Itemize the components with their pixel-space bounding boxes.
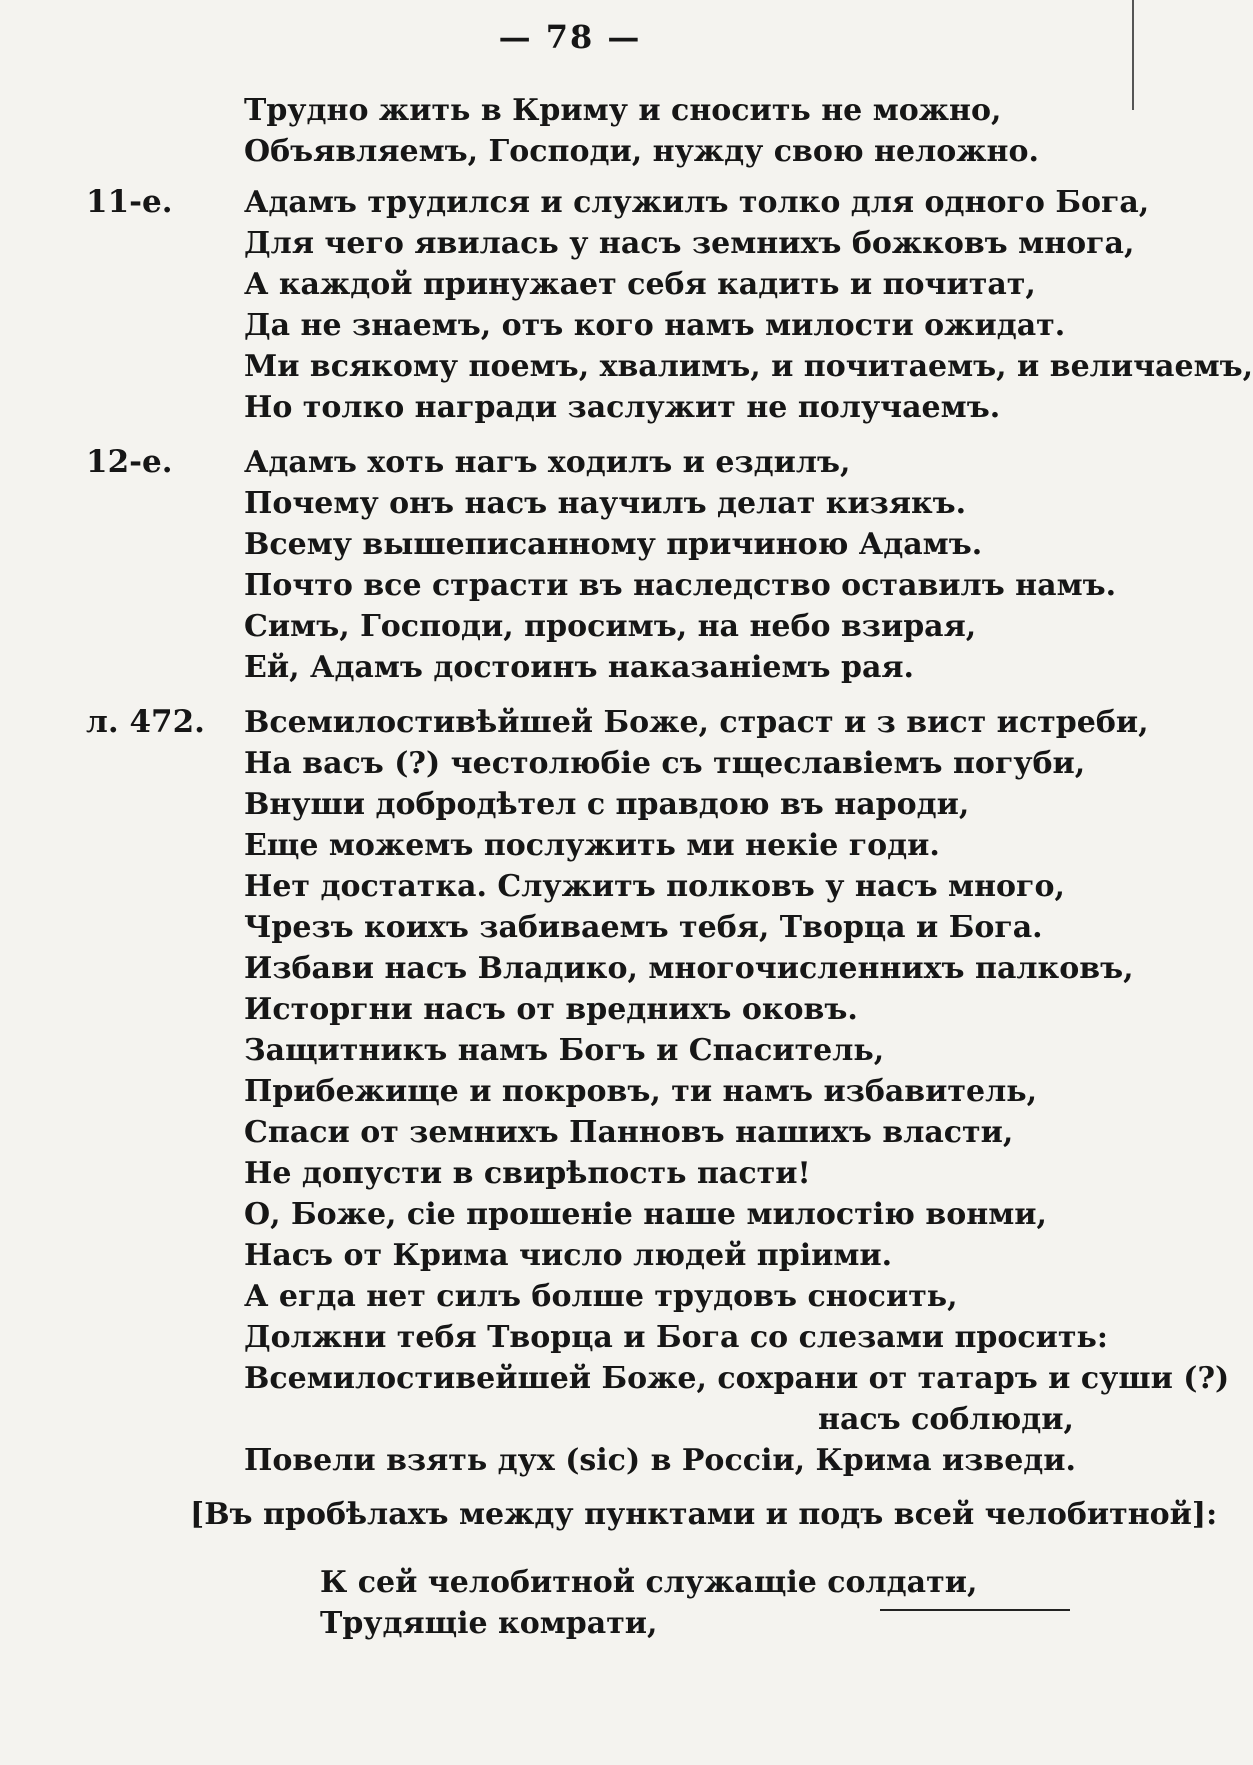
section-marker: 12-е. (86, 444, 173, 480)
verse-line: Адамъ трудился и служилъ толко для одного Бога, (244, 185, 1150, 220)
closing-line: Трудящіе комрати, (320, 1606, 658, 1641)
verse-line: Должни тебя Творца и Бога со слезами просить: (244, 1320, 1108, 1355)
verse-line: Да не знаемъ, отъ кого намъ милости ожидат. (244, 308, 1066, 343)
closing-line: К сей челобитной служащіе солдати, (320, 1565, 978, 1600)
verse-line: Трудно жить в Криму и сносить не можно, (244, 93, 1002, 128)
closing-stanza (320, 1562, 1100, 1644)
verse-line: Внуши добродѣтел с правдою въ народи, (244, 787, 970, 822)
verse-line: Исторгни насъ от вреднихъ оковъ. (244, 992, 858, 1027)
verse-line: Объявляемъ, Господи, нужду свою неложно. (244, 134, 1039, 169)
verse-line: А каждой принужает себя кадить и почитат, (244, 267, 1036, 302)
verse-line: Не допусти в свирѣпость пасти! (244, 1156, 811, 1191)
section-lines (244, 442, 1117, 688)
verse-line: Всемилостивѣйшей Боже, страст и з вист истреби, (244, 705, 1149, 740)
verse-line: Повели взять дух (sic) в Россіи, Крима изведи. (244, 1443, 1076, 1478)
verse-line: Почто все страсти въ наследство оставилъ намъ. (244, 568, 1117, 603)
intro-lines (244, 90, 1074, 172)
section-lines (244, 702, 1230, 1481)
section-marker: л. 472. (86, 704, 205, 740)
verse-line: Ми всякому поемъ, хвалимъ, и почитаемъ, и величаемъ, (244, 349, 1253, 384)
verse-line: Всему вышеписанному причиною Адамъ. (244, 527, 983, 562)
verse-line: Чрезъ коихъ забиваемъ тебя, Творца и Бога. (244, 910, 1043, 945)
verse-line: На васъ (?) честолюбіе съ тщеславіемъ погуби, (244, 746, 1086, 781)
verse-line: Защитникъ намъ Богъ и Спаситель, (244, 1033, 885, 1068)
verse-line: Адамъ хоть нагъ ходилъ и ездилъ, (244, 445, 851, 480)
verse-line: Насъ от Крима число людей пріими. (244, 1238, 893, 1273)
section-marker: 11-е. (86, 184, 173, 220)
verse-line: Прибежище и покровъ, ти намъ избавитель, (244, 1074, 1038, 1109)
verse-line: Еще можемъ послужить ми некіе годи. (244, 828, 940, 863)
signature-rule (880, 1609, 1070, 1611)
page-number: — 78 — (498, 18, 642, 56)
verse-line: О, Боже, сіе прошеніе наше милостію вонми, (244, 1197, 1047, 1232)
section-lines (244, 182, 1253, 428)
verse-line: Но толко награди заслужит не получаемъ. (244, 390, 1001, 425)
verse-line: Всемилостивейшей Боже, сохрани от татаръ и суши (?) (244, 1361, 1230, 1396)
verse-continuation: насъ соблюди, (817, 1402, 1074, 1437)
verse-line: Почему онъ насъ научилъ делат кизякъ. (244, 486, 967, 521)
verse-line: Избави насъ Владико, многочисленнихъ палковъ, (244, 951, 1134, 986)
verse-line: Для чего явилась у насъ земнихъ божковъ многа, (244, 226, 1135, 261)
verse-line: Ей, Адамъ достоинъ наказаніемъ рая. (244, 650, 914, 685)
verse-line: Нет достатка. Служитъ полковъ у насъ много, (244, 869, 1065, 904)
editorial-note: [Въ пробѣлахъ между пунктами и подъ всей челобитной]: (190, 1497, 1218, 1532)
verse-line: Симъ, Господи, просимъ, на небо взирая, (244, 609, 977, 644)
verse-line: А егда нет силъ болше трудовъ сносить, (244, 1279, 958, 1314)
verse-line: Спаси от земнихъ Панновъ нашихъ власти, (244, 1115, 1014, 1150)
